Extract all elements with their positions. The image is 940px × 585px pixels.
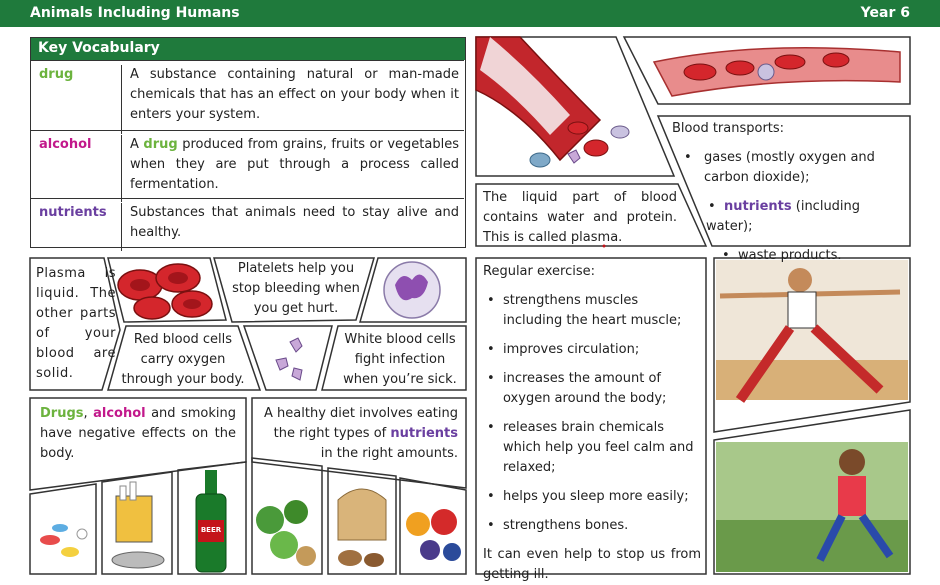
transport-item: • waste products. <box>722 248 842 263</box>
vocab-heading: Key Vocabulary <box>31 38 465 60</box>
transport-item: • nutrients (including water); <box>706 199 861 234</box>
list-item: • strengthens bones. <box>483 516 701 536</box>
cigarettes-illustration <box>112 482 164 568</box>
transport-item-text: (including water); <box>706 199 861 234</box>
beer-label: BEER <box>200 526 222 534</box>
drugs-effects-text <box>40 404 236 464</box>
transport-item-text: waste products. <box>738 248 842 263</box>
vocab-definition: Substances that animals need to stay alive and healthy. <box>121 203 459 251</box>
pills-illustration <box>40 524 87 557</box>
alcohol-highlight: alcohol <box>93 406 146 421</box>
running-illustration <box>716 442 908 572</box>
exercise-heading: Regular exercise: <box>483 264 596 279</box>
drug-highlight: drug <box>143 137 178 152</box>
diet-post: in the right amounts. <box>320 446 458 461</box>
nutrients-highlight: nutrients <box>724 199 792 214</box>
white-blood-cell-illustration <box>384 262 440 318</box>
platelets-text: Platelets help you stop bleeding when you get hurt. <box>232 261 360 316</box>
platelets-illustration <box>276 338 302 380</box>
blood-stream-illustration <box>654 48 900 96</box>
list-item: • releases brain chemicals which help you feel calm and relaxed; <box>483 418 701 478</box>
exercise-box <box>483 262 701 585</box>
exercise-list <box>483 291 701 536</box>
blood-vessel-illustration <box>476 37 629 167</box>
transport-item-text: gases (mostly oxygen and carbon dioxide); <box>704 150 875 185</box>
exercise-footer: It can even help to stop us from getting ill. <box>483 547 701 582</box>
year-label: Year 6 <box>860 5 910 21</box>
list-item: • increases the amount of oxygen around the body; <box>483 369 701 409</box>
red-blood-cells-illustration <box>118 264 212 319</box>
vocab-term: alcohol <box>39 137 92 152</box>
beer-bottle-illustration <box>196 470 226 572</box>
bread-illustration <box>338 489 386 567</box>
def-text: A <box>130 137 144 152</box>
drugs-highlight: Drugs <box>40 406 84 421</box>
white-blood-cells-text: White blood cells fight infection when you’re sick. <box>343 332 457 387</box>
healthy-diet-text <box>260 404 458 464</box>
list-item: • helps you sleep more easily; <box>483 487 701 507</box>
plasma-text: Plasma is liquid. The other parts of your blood are solid. <box>36 266 116 381</box>
separator: , <box>83 406 94 421</box>
def-text: produced from grains, fruits or vegetables when they are put through a process called fermentation. <box>130 137 459 192</box>
diet-pre: A healthy diet involves eating the right types of <box>264 406 458 441</box>
blood-transports-box <box>672 119 906 266</box>
plasma-liquid-text: The liquid part of blood contains water and protein. This is called plasma. <box>483 190 677 245</box>
list-item: • strengthens muscles including the heart muscle; <box>483 291 701 331</box>
drugs-rest: and smoking have negative effects on the body. <box>40 406 237 461</box>
transport-item: • gases (mostly oxygen and carbon dioxide); <box>672 148 906 188</box>
page-title: Animals Including Humans <box>30 5 240 21</box>
vocab-term: drug <box>39 67 74 82</box>
red-blood-cells-text: Red blood cells carry oxygen through your body. <box>121 332 245 387</box>
vegetables-illustration <box>256 500 316 566</box>
list-item: • improves circulation; <box>483 340 701 360</box>
nutrients-highlight: nutrients <box>390 426 458 441</box>
fruit-illustration <box>406 509 461 561</box>
vocab-term: nutrients <box>39 205 107 220</box>
yoga-illustration <box>716 260 908 400</box>
transports-heading: Blood transports: <box>672 121 785 136</box>
vocab-definition: A substance containing natural or man-made chemicals that has an effect on your body when it enters your system. <box>121 65 459 134</box>
